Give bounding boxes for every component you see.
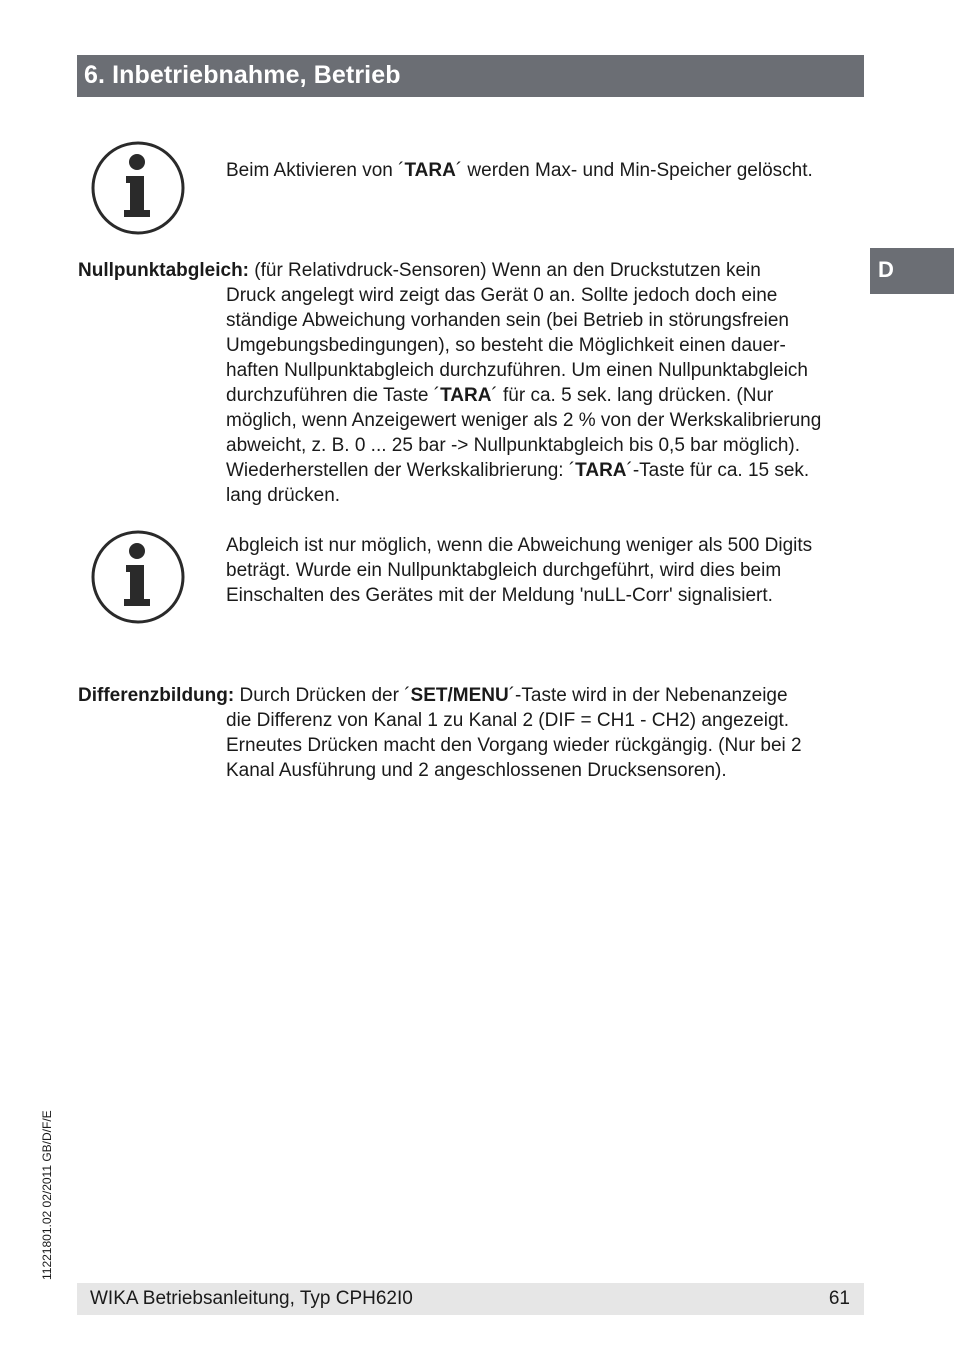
section-header [77, 55, 864, 97]
note-line: Einschalten des Gerätes mit der Meldung 'nuLL-Corr' signalisiert. [226, 585, 773, 606]
note-text: ´ werden Max- und Min-Speicher gelöscht. [455, 160, 813, 181]
paragraph-line [78, 683, 868, 708]
language-tab-label: D [878, 257, 894, 282]
line-text: Wiederherstellen der Werkskalibrierung: ´ [226, 460, 576, 481]
note-zero-adjust-limit [226, 533, 866, 608]
section-title: 6. Inbetriebnahme, Betrieb [84, 61, 401, 89]
key-name: TARA [404, 160, 456, 181]
difference-paragraph [78, 683, 868, 783]
document-code: 11221801.02 02/2011 GB/D/F/E [40, 1110, 54, 1280]
paragraph-line: Kanal Ausführung und 2 angeschlossenen Drucksensoren). [226, 760, 727, 781]
paragraph-line: abweicht, z. B. 0 ... 25 bar -> Nullpunktabgleich bis 0,5 bar möglich). [226, 435, 800, 456]
paragraph-line: Erneutes Drücken macht den Vorgang wieder rückgängig. (Nur bei 2 [226, 735, 802, 756]
key-name: SET/MENU [410, 685, 509, 706]
line-text: ´-Taste wird in der Nebenanzeige [508, 685, 788, 706]
paragraph-line [78, 383, 868, 408]
page-number: 61 [828, 1288, 850, 1309]
line-text: ´-Taste für ca. 15 sek. [626, 460, 810, 481]
line-text: ´ für ca. 5 sek. lang drücken. (Nur [491, 385, 774, 406]
paragraph-line: ständige Abweichung vorhanden sein (bei Betrieb in störungsfreien [226, 310, 789, 331]
language-tab[interactable] [870, 248, 954, 294]
info-icon [90, 529, 186, 625]
key-name: TARA [575, 460, 627, 481]
paragraph-line: Druck angelegt wird zeigt das Gerät 0 an. Sollte jedoch doch eine [226, 285, 778, 306]
key-name: TARA [440, 385, 492, 406]
line-text: durchzuführen die Taste ´ [226, 385, 441, 406]
note-text: Beim Aktivieren von ´ [226, 160, 405, 181]
note-line: beträgt. Wurde ein Nullpunktabgleich durchgeführt, wird dies beim [226, 560, 782, 581]
footer-title: WIKA Betriebsanleitung, Typ CPH62I0 [90, 1288, 413, 1309]
paragraph-line [78, 458, 868, 483]
paragraph-line: die Differenz von Kanal 1 zu Kanal 2 (DIF = CH1 - CH2) angezeigt. [226, 710, 790, 731]
note-line: Abgleich ist nur möglich, wenn die Abweichung weniger als 500 Digits [226, 535, 813, 556]
zero-adjust-paragraph [78, 258, 868, 508]
footer [77, 1283, 864, 1315]
paragraph-line: Umgebungsbedingungen), so besteht die Möglichkeit einen dauer- [226, 335, 786, 356]
line-text: (für Relativdruck-Sensoren) Wenn an den Druckstutzen kein [249, 260, 761, 281]
info-icon [90, 140, 186, 236]
paragraph-line: haften Nullpunktabgleich durchzuführen. Um einen Nullpunktabgleich [226, 360, 808, 381]
note-tara-reset [226, 158, 866, 183]
paragraph-line: möglich, wenn Anzeigewert weniger als 2 % von der Werkskalibrierung [226, 410, 822, 431]
line-text: Durch Drücken der ´ [234, 685, 411, 706]
paragraph-line: lang drücken. [226, 485, 341, 506]
paragraph-term: Differenzbildung: [78, 685, 235, 706]
paragraph-term: Nullpunktabgleich: [78, 260, 249, 281]
paragraph-line [78, 258, 868, 283]
